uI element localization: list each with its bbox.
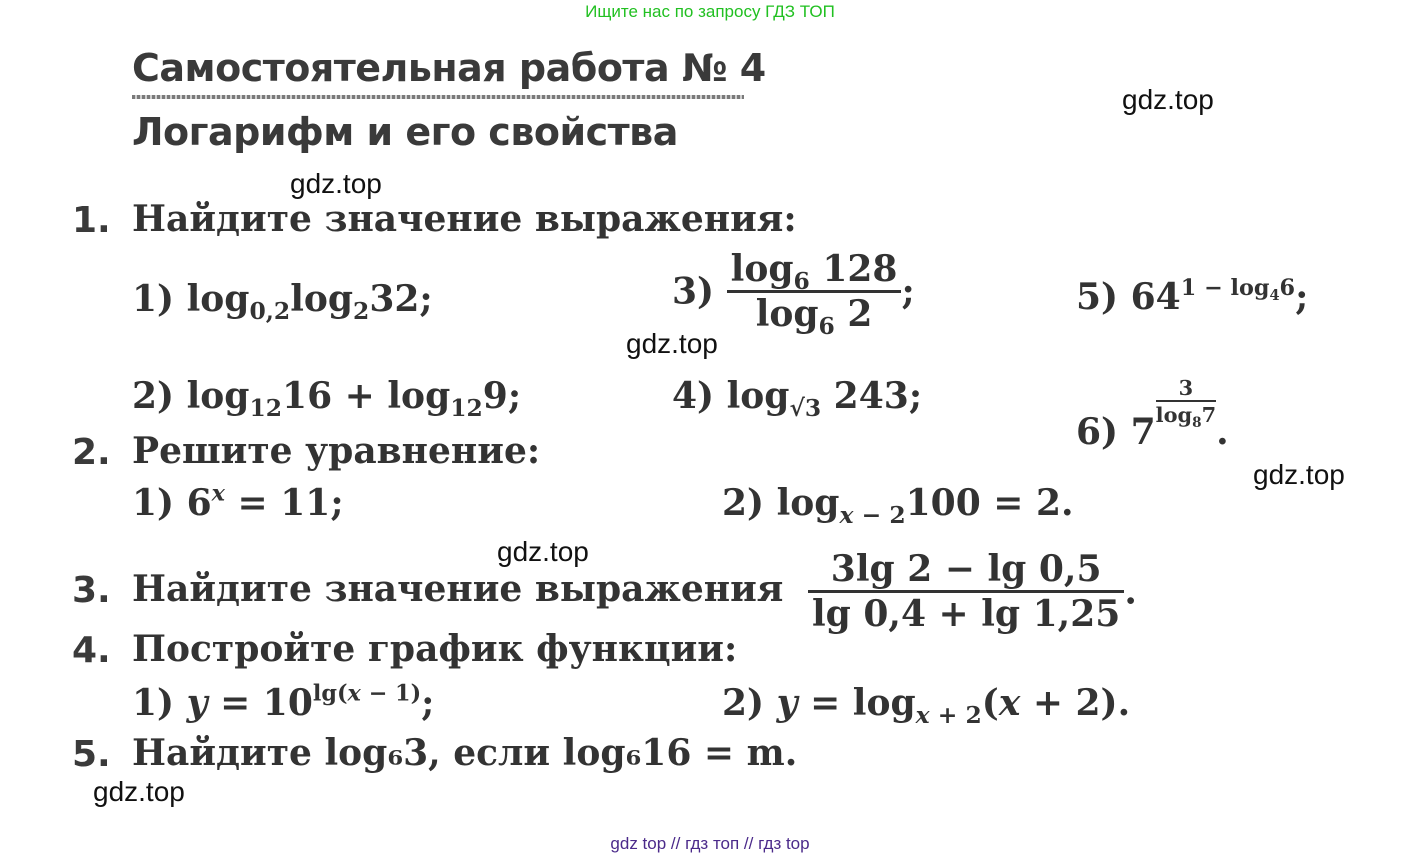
watermark: gdz.top xyxy=(1122,84,1214,115)
page-subtitle: Логарифм и его свойства xyxy=(132,110,678,154)
task-1-expr-5: 5) $64^{1 - log_46}$; xyxy=(1076,274,1309,318)
watermark: gdz.top xyxy=(626,328,718,359)
task-number: 4. xyxy=(72,630,111,671)
task-1-expr-4: 4) $\log_{√3} 243$; xyxy=(672,375,923,423)
task-number: 2. xyxy=(72,432,111,473)
task-text: Решите уравнение: xyxy=(132,430,541,472)
task-number: 1. xyxy=(72,200,111,241)
task-number: 3. xyxy=(72,570,111,611)
task-4-expr-2: 2) $y = \log_{x + 2}(x + 2)$. xyxy=(722,682,1131,730)
bottom-banner[interactable]: gdz top // гдз топ // гдз top xyxy=(610,834,810,853)
task-text: Постройте график функции: xyxy=(132,628,738,670)
watermark: gdz.top xyxy=(290,168,382,199)
task-1-expr-1: 1) $\log_{0,2}\log_232$; xyxy=(132,278,433,326)
task-4-expr-1: 1) $y = 10^{lg(x - 1)}$; xyxy=(132,680,435,724)
task-number: 5. xyxy=(72,734,111,775)
task-2-expr-1: 1) $6^x = 11$; xyxy=(132,480,344,524)
task-1-expr-6: 6) 7 $\frac{3}{\log_87}$ . xyxy=(1076,375,1229,453)
watermark: gdz.top xyxy=(93,776,185,807)
watermark: gdz.top xyxy=(1253,459,1345,490)
task-1-expr-2: 2) $\log_{12}16 + \log_{12}9$; xyxy=(132,375,522,423)
page-title: Самостоятельная работа № 4 xyxy=(132,46,766,90)
task-2-expr-2: 2) $\log_{x - 2}100 = 2$. xyxy=(722,482,1074,530)
task-3-expr: $\frac{3\lg 2 - \lg 0,5}{\lg 0,4 + \lg 1,25}$ . xyxy=(808,548,1137,635)
task-text: Найдите значение выражения: xyxy=(132,198,797,240)
title-underline xyxy=(132,95,744,99)
top-banner[interactable]: Ищите нас по запросу ГДЗ ТОП xyxy=(585,2,835,21)
task-text: Найдите значение выражения xyxy=(132,568,784,610)
task-1-expr-3: 3) $\frac{\log_6 128}{\log_6 2}$ ; xyxy=(672,248,915,341)
task-text: Найдите log₆3, если log₆16 = m. xyxy=(132,732,798,774)
watermark: gdz.top xyxy=(497,536,589,567)
